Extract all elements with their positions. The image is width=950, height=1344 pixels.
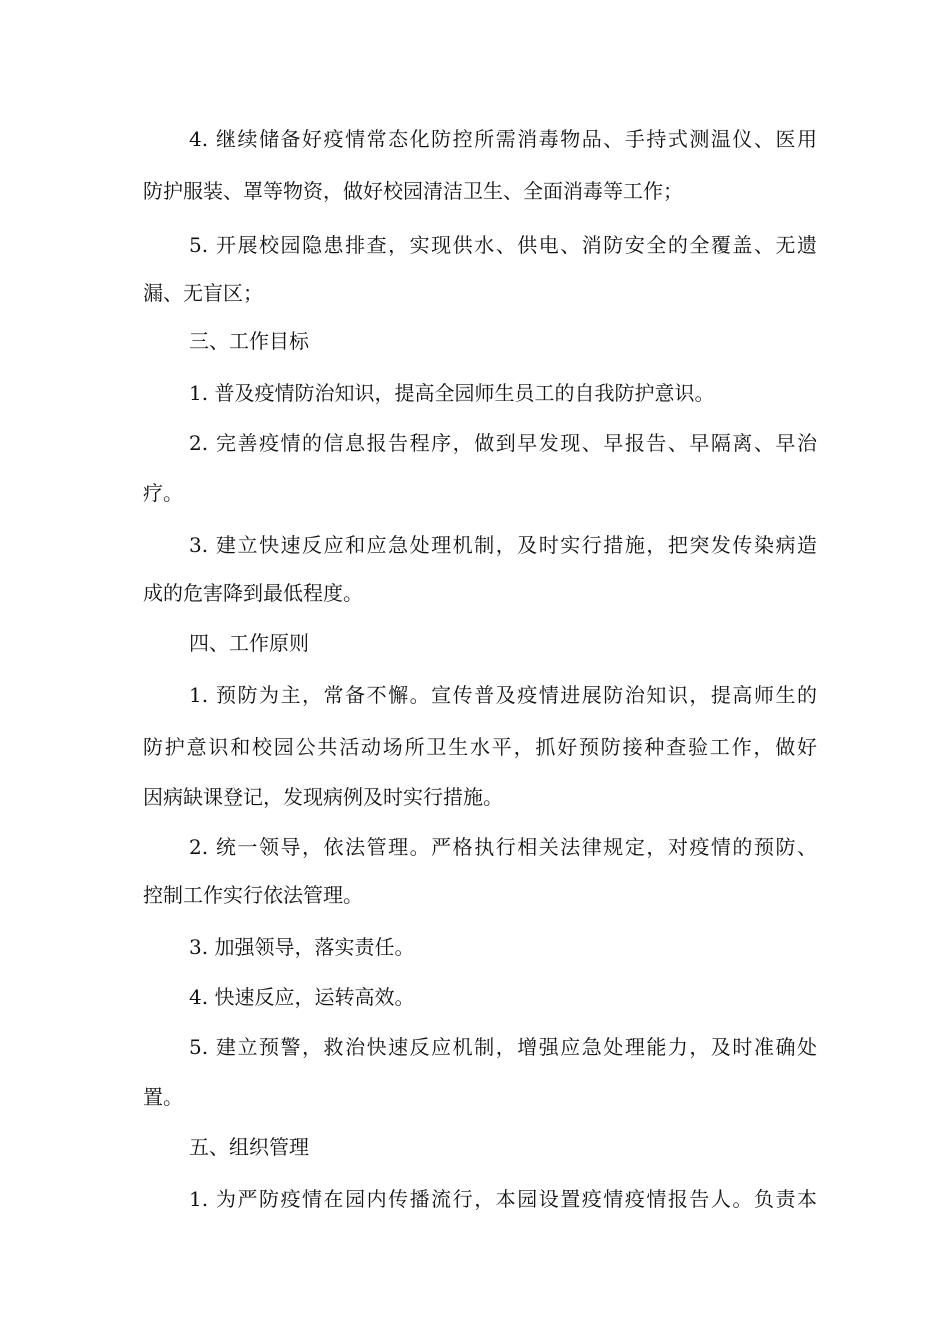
- paragraph-line: 3. 加强领导，落实责任。: [189, 935, 415, 959]
- paragraph-line: 控制工作实行依法管理。: [143, 883, 363, 907]
- paragraph-line: 置。: [143, 1085, 183, 1109]
- paragraph-line: 2. 统一领导，依法管理。严格执行相关法律规定，对疫情的预防、: [189, 835, 817, 859]
- paragraph-line: 因病缺课登记，发现病例及时实行措施。: [143, 785, 503, 809]
- paragraph-line: 5. 开展校园隐患排查，实现供水、供电、消防安全的全覆盖、无遗: [189, 233, 817, 257]
- paragraph-line: 1. 普及疫情防治知识，提高全园师生员工的自我防护意识。: [189, 381, 715, 405]
- paragraph-line: 防护服装、罩等物资，做好校园清洁卫生、全面消毒等工作；: [143, 179, 683, 203]
- paragraph-line: 漏、无盲区；: [143, 281, 263, 305]
- paragraph-line: 4. 快速反应，运转高效。: [189, 985, 415, 1009]
- paragraph-line: 2. 完善疫情的信息报告程序，做到早发现、早报告、早隔离、早治: [189, 431, 817, 455]
- paragraph-line: 防护意识和校园公共活动场所卫生水平，抓好预防接种查验工作，做好: [143, 735, 817, 759]
- paragraph-line: 成的危害降到最低程度。: [143, 581, 363, 605]
- paragraph-line: 3. 建立快速反应和应急处理机制，及时实行措施，把突发传染病造: [189, 533, 817, 557]
- paragraph-line: 4. 继续储备好疫情常态化防控所需消毒物品、手持式测温仪、医用: [189, 127, 817, 151]
- section-heading: 五、组织管理: [189, 1135, 309, 1159]
- section-heading: 四、工作原则: [189, 631, 309, 655]
- paragraph-line: 疗。: [143, 481, 183, 505]
- section-heading: 三、工作目标: [189, 329, 309, 353]
- paragraph-line: 1. 预防为主，常备不懈。宣传普及疫情进展防治知识，提高师生的: [189, 683, 817, 707]
- paragraph-line: 1. 为严防疫情在园内传播流行，本园设置疫情疫情报告人。负责本: [189, 1187, 817, 1211]
- paragraph-line: 5. 建立预警，救治快速反应机制，增强应急处理能力，及时准确处: [189, 1035, 817, 1059]
